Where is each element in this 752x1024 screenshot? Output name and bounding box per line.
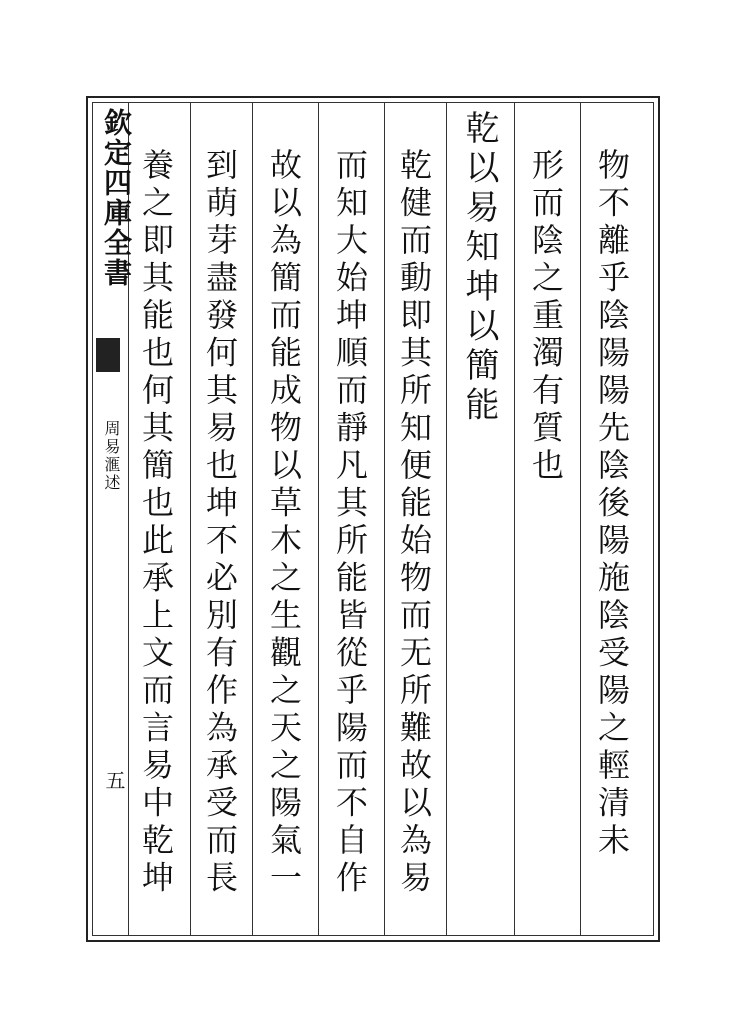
column-divider (252, 102, 253, 936)
text-column-5: 而知大始坤順而靜凡其所能皆從乎陽而不自作 (331, 148, 369, 898)
column-divider (580, 102, 581, 936)
text-column-8: 養之即其能也何其簡也此承上文而言易中乾坤 (137, 148, 175, 898)
text-column-4: 乾健而動即其所知便能始物而无所難故以為易 (395, 148, 433, 898)
column-divider (384, 102, 385, 936)
text-column-2: 形而陰之重濁有質也 (527, 148, 565, 486)
text-column-6: 故以為簡而能成物以草木之生觀之天之陽氣一 (265, 148, 303, 898)
column-divider (446, 102, 447, 936)
collection-title: 欽定四庫全書 (100, 108, 133, 288)
text-column-3: 乾以易知坤以簡能 (459, 110, 499, 426)
page-number: 五 (102, 770, 126, 790)
column-divider (190, 102, 191, 936)
inner-border (92, 102, 654, 936)
column-divider (514, 102, 515, 936)
text-column-1: 物不離乎陰陽陽先陰後陽施陰受陽之輕清未 (593, 148, 631, 861)
column-divider (318, 102, 319, 936)
fishtail-mark (96, 338, 120, 372)
text-column-7: 到萌芽盡發何其易也坤不必別有作為承受而長 (201, 148, 239, 898)
book-title: 周易滙述 (102, 420, 121, 492)
